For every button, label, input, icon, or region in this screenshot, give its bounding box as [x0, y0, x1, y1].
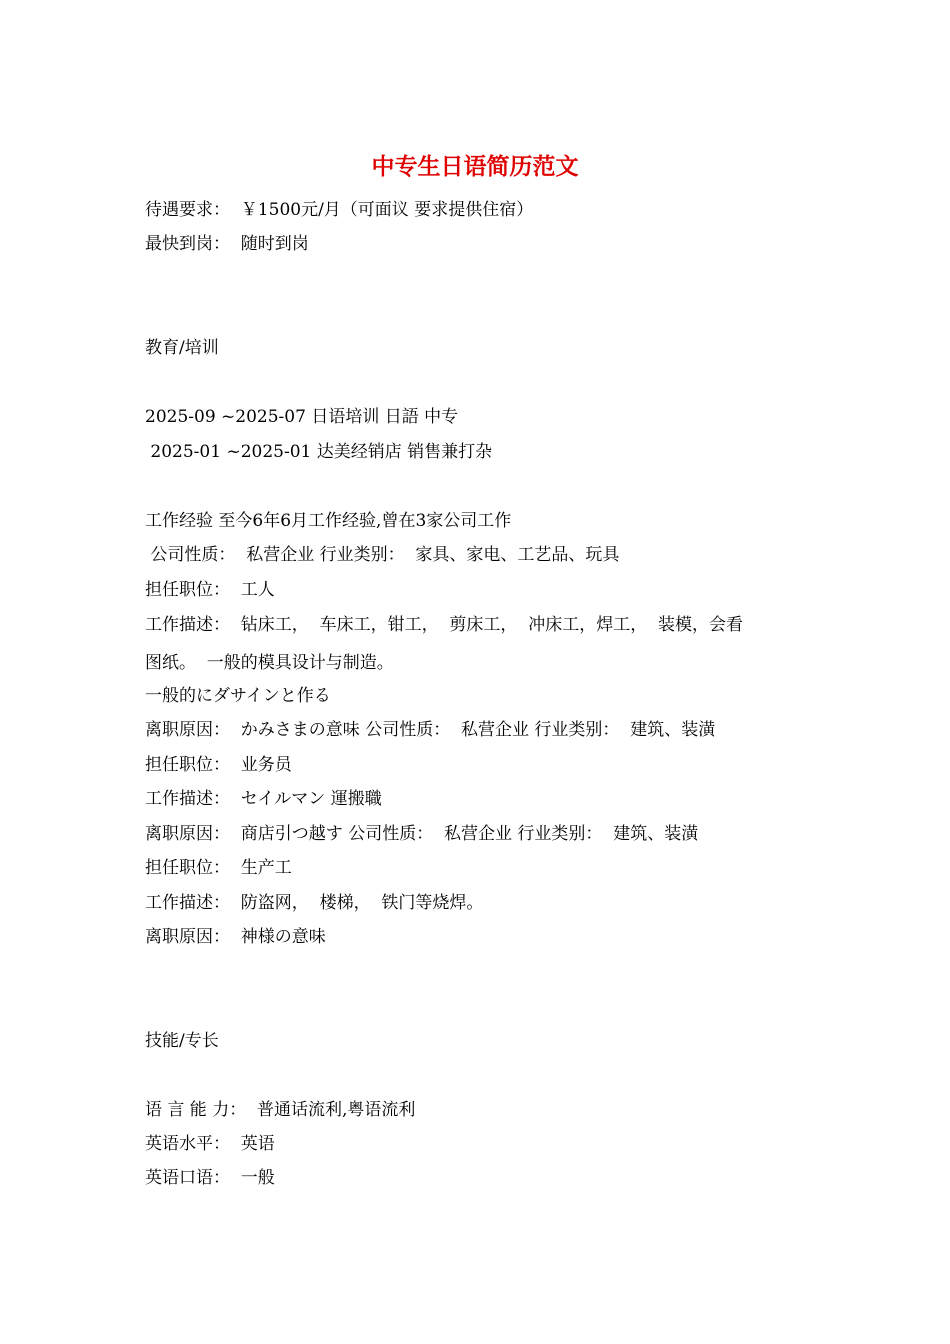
job-description-2: 工作描述： セイルマン 運搬職: [145, 789, 382, 809]
leaving-reason-3: 离职原因： 神様の意味: [145, 927, 326, 947]
leaving-reason-1: 离职原因： かみさまの意味 公司性质： 私营企业 行业类别： 建筑、装潢: [145, 720, 716, 740]
education-entry-2: 2025-01 ~2025-01 达美经销店 销售兼打杂: [145, 442, 493, 462]
education-entry-1: 2025-09 ~2025-07 日语培训 日語 中专: [145, 407, 459, 427]
earliest-start: 最快到岗： 随时到岗: [145, 234, 309, 254]
language-ability: 语 言 能 力： 普通话流利,粤语流利: [145, 1100, 416, 1120]
position-3: 担任职位： 生产工: [145, 858, 292, 878]
job-description-1-japanese: 一般的にダサインと作る: [145, 686, 331, 706]
english-level: 英语水平： 英语: [145, 1134, 275, 1154]
section-heading-education: 教育/培训: [145, 338, 219, 358]
position-2: 担任职位： 业务员: [145, 755, 292, 775]
company-nature-1: 公司性质： 私营企业 行业类别： 家具、家电、工艺品、玩具: [145, 545, 620, 565]
job-description-1-continued: 图纸。 一般的模具设计与制造。: [145, 653, 394, 673]
salary-requirement: 待遇要求： ￥1500元/月（可面议 要求提供住宿）: [145, 200, 534, 220]
work-experience-summary: 工作经验 至今6年6月工作经验,曾在3家公司工作: [145, 511, 512, 531]
job-description-1: 工作描述： 钻床工， 车床工，钳工， 剪床工， 冲床工，焊工， 装模，会看: [145, 615, 744, 635]
leaving-reason-2: 离职原因： 商店引つ越す 公司性质： 私营企业 行业类别： 建筑、装潢: [145, 824, 699, 844]
position-1: 担任职位： 工人: [145, 580, 275, 600]
job-description-3: 工作描述： 防盗网， 楼梯， 铁门等烧焊。: [145, 893, 484, 913]
document-title: 中专生日语简历范文: [371, 153, 579, 180]
section-heading-skills: 技能/专长: [145, 1031, 219, 1051]
english-speaking: 英语口语： 一般: [145, 1168, 275, 1188]
